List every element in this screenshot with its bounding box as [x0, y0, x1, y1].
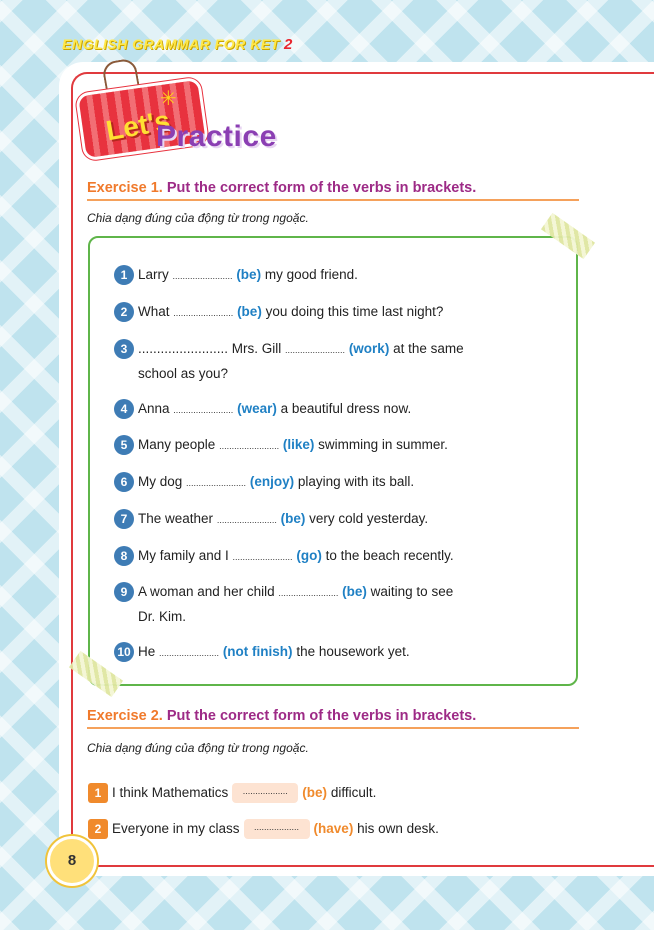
- question-text-after: at the same: [393, 341, 464, 356]
- practice-label: Practice: [156, 120, 277, 153]
- answer-blank[interactable]: ........................: [173, 308, 234, 318]
- answer-blank[interactable]: ........................: [278, 588, 339, 598]
- sparkle-icon: ✳: [160, 88, 177, 110]
- question-item: [114, 544, 534, 569]
- verb-hint: (like): [282, 437, 315, 452]
- question-text-after: swimming in summer.: [318, 437, 448, 452]
- answer-blank[interactable]: ........................: [216, 515, 277, 525]
- answer-blank[interactable]: ..................: [244, 819, 310, 839]
- exercise1-subtitle: Chia dạng đúng của động từ trong ngoặc.: [87, 211, 309, 225]
- question-text-after: waiting to see: [370, 584, 454, 599]
- exercise2-heading: [87, 708, 579, 729]
- question-text-after: playing with its ball.: [297, 474, 415, 489]
- question-number: 8: [114, 546, 134, 566]
- question-number: 2: [114, 302, 134, 322]
- question-number: 5: [114, 435, 134, 455]
- exercise2-instruction: Put the correct form of the verbs in brackets.: [166, 708, 477, 724]
- question-number: 9: [114, 582, 134, 602]
- question-number: 10: [114, 642, 134, 662]
- question-text-after: to the beach recently.: [325, 548, 454, 563]
- question-item: [114, 470, 534, 495]
- question-text-continued: school as you?: [138, 366, 229, 381]
- verb-hint: (work): [348, 341, 390, 356]
- answer-blank[interactable]: ........................: [219, 441, 280, 451]
- book-title-text: ENGLISH GRAMMAR FOR KET: [62, 36, 280, 52]
- question-text-before: Anna: [138, 401, 170, 416]
- question-item: [114, 433, 534, 458]
- question-text-after: my good friend.: [264, 267, 358, 282]
- question-item: [114, 263, 534, 288]
- question-item: [114, 580, 534, 628]
- exercise2-label: Exercise 2.: [87, 708, 163, 724]
- question-number: 4: [114, 399, 134, 419]
- question-text-after: you doing this time last night?: [265, 304, 444, 319]
- question-text-before: Many people: [138, 437, 216, 452]
- exercise1-instruction: Put the correct form of the verbs in brackets.: [166, 180, 477, 196]
- answer-blank[interactable]: ........................: [232, 552, 293, 562]
- question-text-before: Everyone in my class: [112, 821, 240, 836]
- verb-hint: (be): [280, 511, 306, 526]
- question-item: [114, 507, 534, 532]
- question-text-before: A woman and her child: [138, 584, 275, 599]
- answer-blank[interactable]: ..................: [232, 783, 298, 803]
- page-number: 8: [47, 836, 97, 886]
- answer-blank[interactable]: ........................: [285, 345, 346, 355]
- question-text-after: difficult.: [330, 785, 377, 800]
- exercise1-label: Exercise 1.: [87, 180, 163, 196]
- verb-hint: (be): [236, 267, 262, 282]
- question-text-after: a beautiful dress now.: [280, 401, 412, 416]
- question-text-before: Larry: [138, 267, 169, 282]
- question-text-continued: Dr. Kim.: [138, 609, 187, 624]
- question-item: [114, 397, 534, 422]
- verb-hint: (wear): [237, 401, 277, 416]
- question-number: 6: [114, 472, 134, 492]
- question-text-before: The weather: [138, 511, 214, 526]
- question-number: 1: [114, 265, 134, 285]
- question-text-after: the housework yet.: [296, 644, 410, 659]
- answer-blank[interactable]: ........................: [186, 478, 247, 488]
- verb-hint: (have): [313, 821, 354, 836]
- question-text-before: What: [138, 304, 170, 319]
- question-item: [88, 817, 439, 841]
- question-number: 7: [114, 509, 134, 529]
- question-text-before: I think Mathematics: [112, 785, 229, 800]
- book-title: [62, 36, 293, 53]
- book-title-number: 2: [284, 36, 293, 53]
- exercise1-heading: [87, 180, 579, 201]
- exercise2-subtitle: Chia dạng đúng của động từ trong ngoặc.: [87, 741, 309, 755]
- verb-hint: (be): [342, 584, 367, 599]
- question-number: 3: [114, 339, 134, 359]
- answer-blank[interactable]: ........................: [173, 405, 234, 415]
- question-text-after: very cold yesterday.: [309, 511, 429, 526]
- question-text-before: He: [138, 644, 156, 659]
- question-item: [88, 781, 376, 805]
- verb-hint: (enjoy): [249, 474, 295, 489]
- answer-blank[interactable]: ........................: [172, 271, 233, 281]
- question-item: [114, 337, 534, 385]
- question-text-before: My family and I: [138, 548, 229, 563]
- question-text-after: his own desk.: [357, 821, 439, 836]
- question-item: [114, 640, 534, 665]
- verb-hint: (be): [237, 304, 262, 319]
- question-item: [114, 300, 534, 325]
- verb-hint: (not finish): [222, 644, 293, 659]
- question-number: 1: [88, 783, 108, 803]
- question-text-before: ........................ Mrs. Gill: [138, 341, 282, 356]
- answer-blank[interactable]: ........................: [159, 648, 220, 658]
- lets-label: Let's: [103, 104, 173, 147]
- question-number: 2: [88, 819, 108, 839]
- question-text-before: My dog: [138, 474, 183, 489]
- verb-hint: (go): [296, 548, 322, 563]
- verb-hint: (be): [302, 785, 328, 800]
